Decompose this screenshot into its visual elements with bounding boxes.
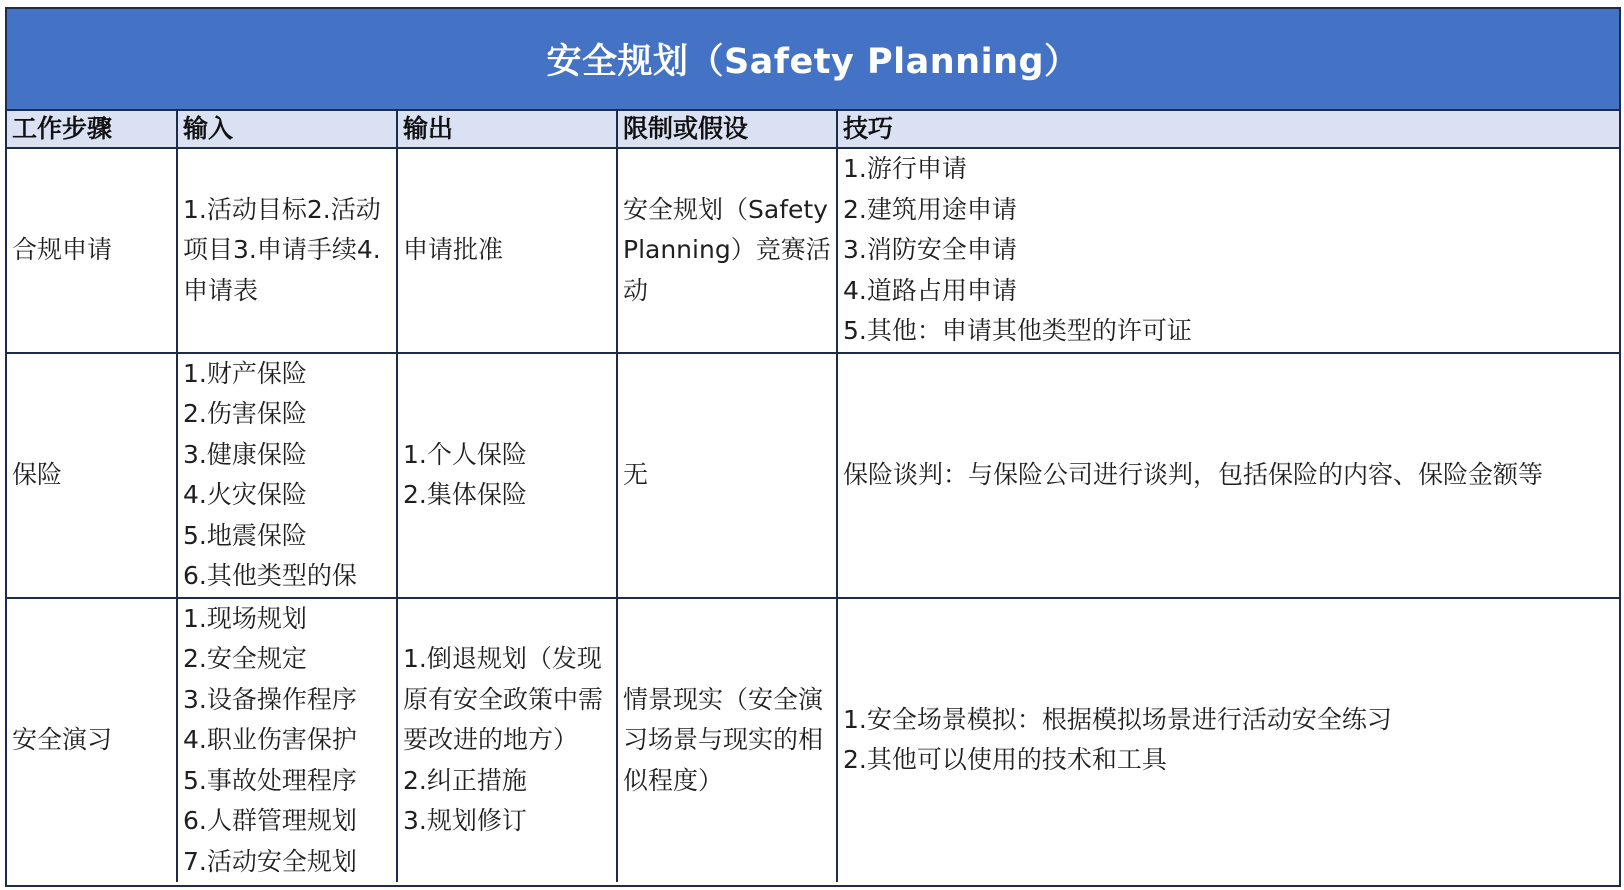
header-technique: 技巧: [837, 111, 1619, 148]
cell-output: [397, 353, 617, 598]
cell-output-line: 1.个人保险: [403, 439, 527, 469]
cell-technique-line: 保险谈判：与保险公司进行谈判，包括保险的内容、保险金额等: [843, 459, 1544, 489]
cell-technique: [837, 148, 1619, 353]
cell-technique-line: 3.消防安全申请: [843, 235, 1017, 264]
cell-technique-line: 2.其他可以使用的技术和工具: [843, 745, 1167, 775]
cell-constraint: [617, 353, 837, 598]
cell-input: [177, 148, 397, 353]
cell-step-text: 安全演习: [12, 725, 113, 754]
cell-input-line: 6.其他类型的保: [183, 561, 357, 590]
header-step: 工作步骤: [7, 111, 177, 148]
cell-constraint-line: 情景现实（安全演习场景与现实的相似程度）: [623, 684, 824, 795]
cell-technique: [837, 598, 1619, 883]
cell-technique-line: 1.安全场景模拟：根据模拟场景进行活动安全练习: [843, 704, 1392, 734]
header-row: [7, 111, 1619, 148]
cell-input-line: 1.活动目标2.活动项目3.申请手续4.申请表: [183, 194, 381, 305]
cell-output-line: 申请批准: [403, 235, 504, 264]
cell-input-line: 4.职业伤害保护: [183, 725, 357, 754]
title-bar: [7, 9, 1619, 111]
cell-input-line: 1.财产保险: [183, 358, 307, 388]
cell-output-line: 2.纠正措施: [403, 765, 527, 795]
cell-technique-line: 5.其他：申请其他类型的许可证: [843, 316, 1192, 345]
table-row: [7, 353, 1619, 598]
cell-input: [177, 353, 397, 598]
cell-output-line: 2.集体保险: [403, 480, 527, 509]
cell-output: [397, 598, 617, 883]
cell-technique-line: 2.建筑用途申请: [843, 194, 1017, 224]
cell-technique-line: 4.道路占用申请: [843, 275, 1017, 305]
header-constraint: 限制或假设: [617, 111, 837, 148]
cell-input: [177, 598, 397, 883]
cell-output-line: 1.倒退规划（发现原有安全政策中需要改进的地方）: [403, 644, 604, 754]
cell-constraint-line: 无: [623, 459, 649, 489]
cell-technique: [837, 353, 1619, 598]
cell-input-line: 1.现场规划: [183, 603, 307, 633]
cell-step: [7, 353, 177, 598]
cell-input-line: 5.地震保险: [183, 520, 307, 550]
safety-planning-sheet: [5, 7, 1621, 887]
cell-input-line: 7.活动安全规划: [183, 846, 357, 876]
table-row: [7, 598, 1619, 883]
planning-table: [7, 111, 1619, 882]
cell-input-line: 2.安全规定: [183, 644, 307, 673]
cell-constraint-line: 安全规划（Safety Planning）竞赛活动: [623, 194, 831, 305]
cell-technique-line: 1.游行申请: [843, 154, 967, 183]
cell-step: [7, 148, 177, 353]
cell-input-line: 2.伤害保险: [183, 399, 307, 428]
sheet-title: 安全规划（Safety Planning）: [546, 42, 1080, 82]
cell-output: [397, 148, 617, 353]
header-output: 输出: [397, 111, 617, 148]
cell-step-text: 合规申请: [12, 235, 113, 264]
cell-step: [7, 598, 177, 883]
cell-step-text: 保险: [12, 459, 63, 489]
table-row: [7, 148, 1619, 353]
cell-input-line: 3.设备操作程序: [183, 684, 357, 714]
cell-input-line: 3.健康保险: [183, 439, 307, 469]
cell-output-line: 3.规划修订: [403, 806, 527, 835]
header-input: 输入: [177, 111, 397, 148]
cell-input-line: 4.火灾保险: [183, 480, 307, 509]
cell-constraint: [617, 148, 837, 353]
cell-input-line: 5.事故处理程序: [183, 765, 357, 795]
cell-constraint: [617, 598, 837, 883]
cell-input-line: 6.人群管理规划: [183, 806, 357, 835]
